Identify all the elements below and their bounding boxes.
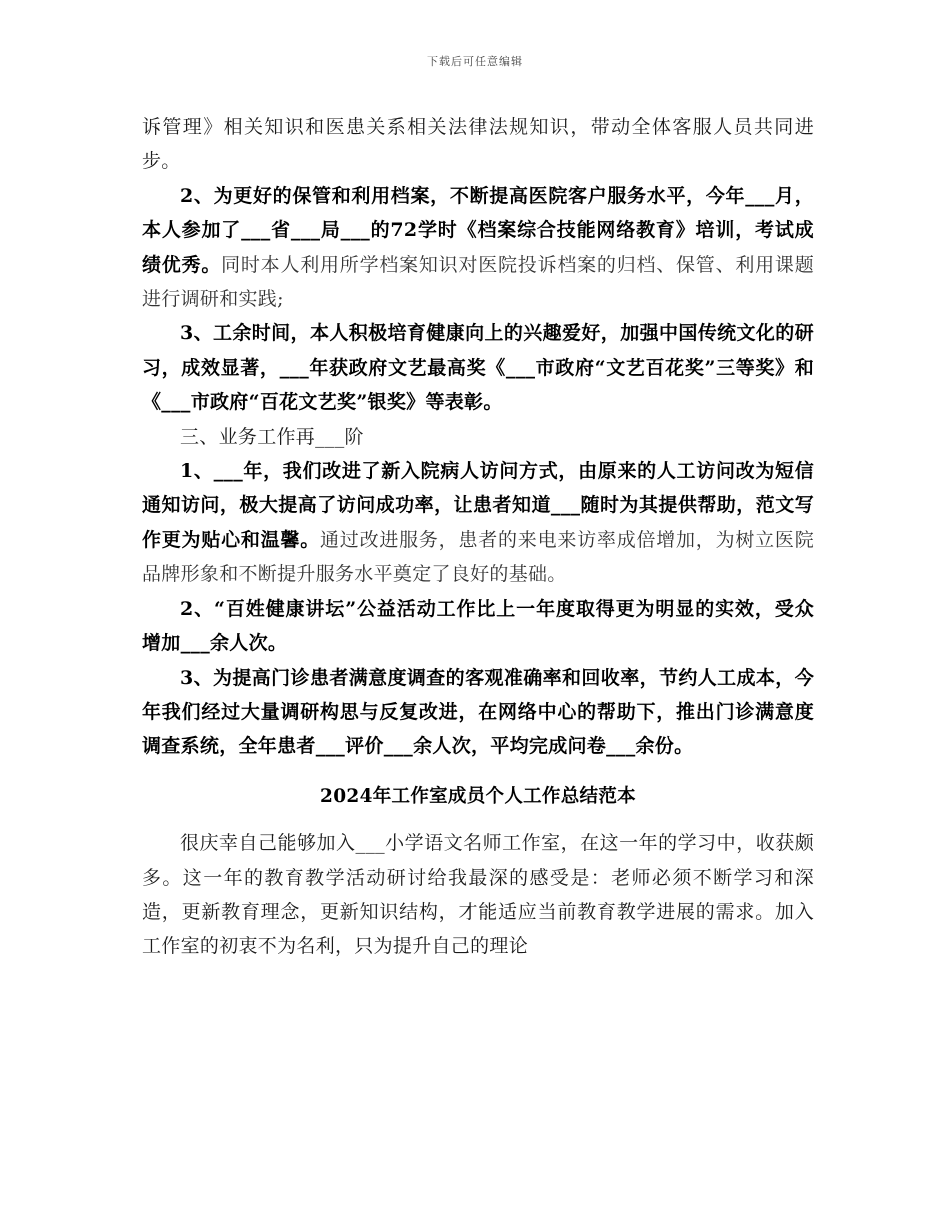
document-title: 2024年工作室成员个人工作总结范本: [320, 785, 636, 807]
paragraph-1: 诉管理》相关知识和医患关系相关法律法规知识，带动全体客服人员共同进步。: [142, 116, 814, 173]
paragraph-3: 3、工余时间，本人积极培育健康向上的兴趣爱好，加强中国传统文化的研习，成效显著，___年获政府文艺最高奖《___市政府“文艺百花奖”三等奖》和《___市政府“百花文艺奖”银奖》等表彰。: [142, 322, 814, 414]
paragraph-4: [142, 454, 814, 592]
document-body: [142, 110, 814, 964]
paragraph-2: [142, 179, 814, 317]
paragraph-2-bold: 2、为更好的保管和利用档案，不断提高医院客户服务水平，今年___月，本人参加了___省___局___的72学时《档案综合技能网络教育》培训，考试成绩优秀。: [142, 184, 814, 276]
paragraph-4-normal: 通过改进服务，患者的来电来访率成倍增加，为树立医院品牌形象和不断提升服务水平奠定了良好的基础。: [142, 528, 814, 586]
paragraph-5: 2、“百姓健康讲坛”公益活动工作比上一年度取得更为明显的实效，受众增加___余人次。: [142, 597, 814, 655]
paragraph-2-normal: 同时本人利用所学档案知识对医院投诉档案的归档、保管、利用课题进行调研和实践;: [142, 253, 814, 311]
paragraph-4-bold: 1、___年，我们改进了新入院病人访问方式，由原来的人工访问改为短信通知访问，极大提高了访问成功率，让患者知道___随时为其提供帮助，范文写作更为贴心和温馨。: [142, 460, 814, 551]
paragraph-6: 3、为提高门诊患者满意度调查的客观准确率和回收率，节约人工成本，今年我们经过大量调研构思与反复改进，在网络中心的帮助下，推出门诊满意度调查系统，全年患者___评价___余人次，平均完成问卷___余份。: [142, 666, 814, 758]
page-header: 下载后可任意编辑: [427, 55, 523, 68]
paragraph-7: 很庆幸自己能够加入___小学语文名师工作室，在这一年的学习中，收获颇多。这一年的教育教学活动研讨给我最深的感受是：老师必须不断学习和深造，更新教育理念，更新知识结构，才能适应当前教育教学进展的需求。加入工作室的初衷不为名利，只为提升自己的理论: [142, 832, 814, 958]
section-heading-3: 三、业务工作再___阶: [180, 425, 364, 448]
